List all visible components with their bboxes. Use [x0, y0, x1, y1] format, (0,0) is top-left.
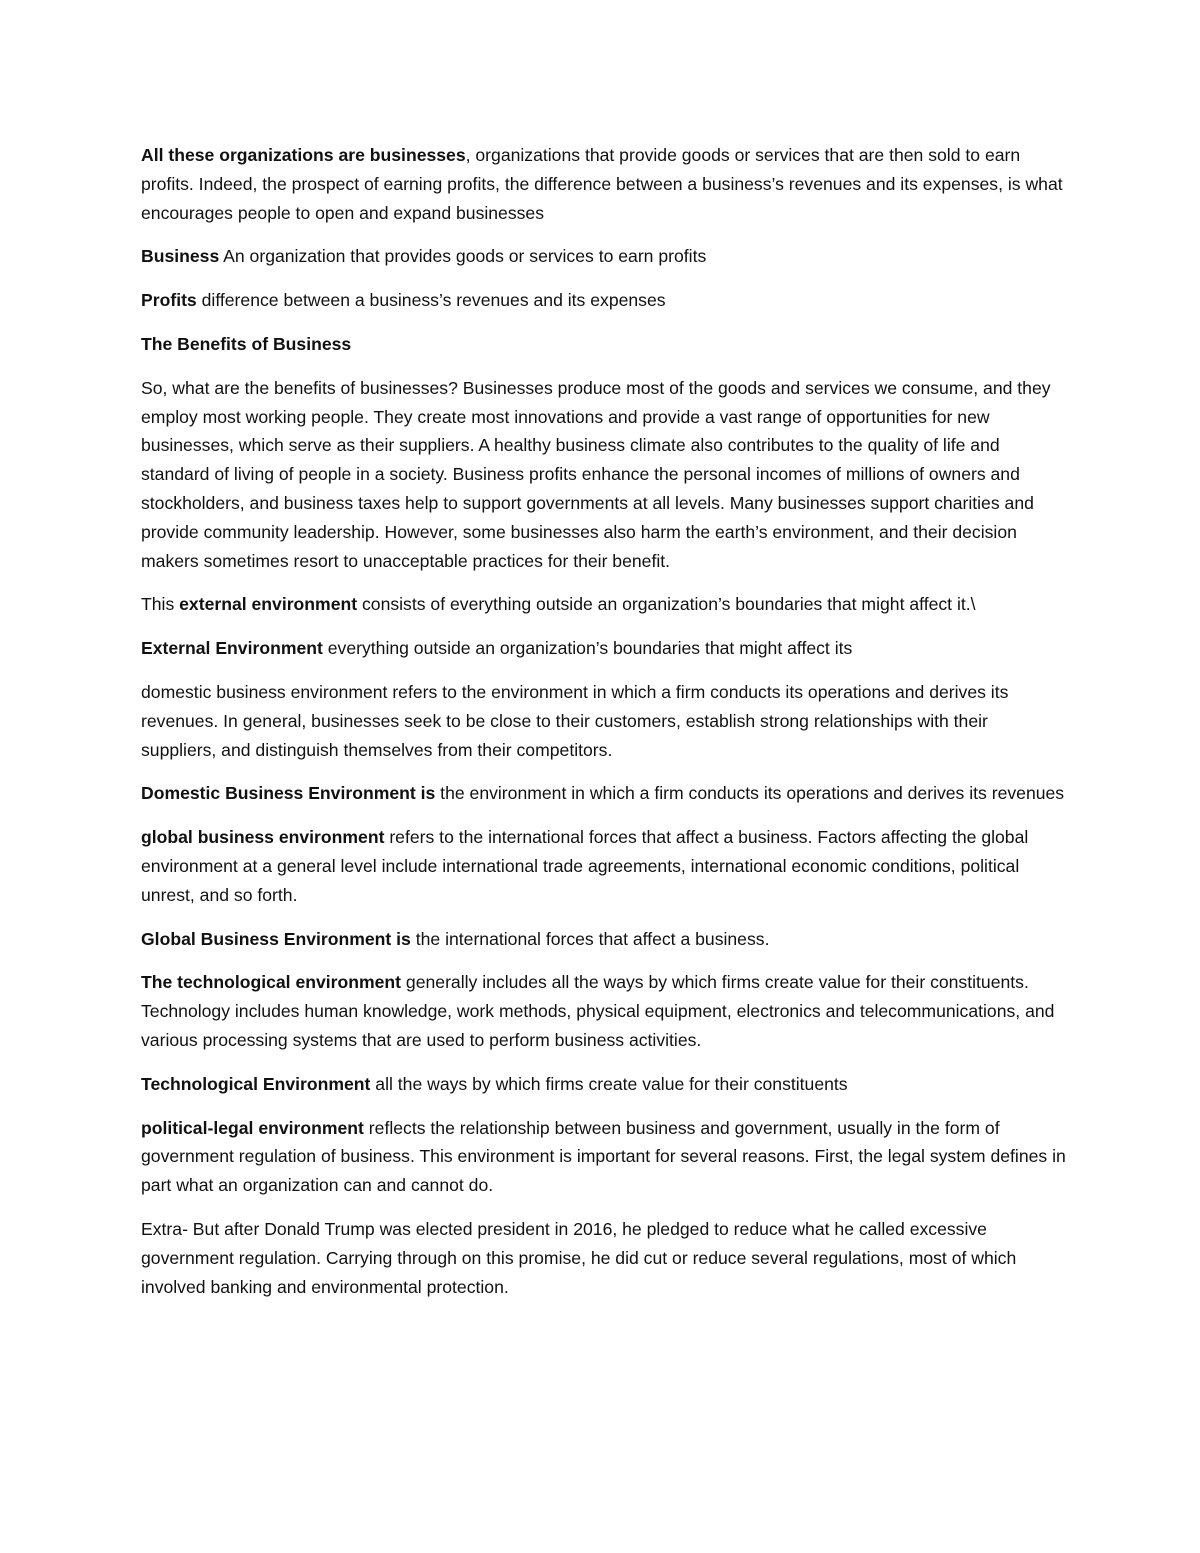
- paragraph-domestic-environment: domestic business environment refers to the environment in which a firm conducts its operations and derives its revenues. In general, businesses seek to be close to their customers, establish strong relationships with their suppliers, and distinguish themselves from their competitors.: [141, 681, 1009, 760]
- definition-profits: Profits difference between a business’s revenues and its expenses: [141, 290, 666, 311]
- paragraph-political-legal-environment: political-legal environment reflects the relationship between business and government, usually in the form of government regulation of business. This environment is important for several reasons. First, the legal system defines in part what an organization can and cannot do.: [141, 1117, 1066, 1196]
- paragraph-businesses: All these organizations are businesses, organizations that provide goods or services that are then sold to earn profits. Indeed, the prospect of earning profits, the difference between a business’s revenues and its expenses, is what encourages people to open and expand businesses: [141, 145, 1063, 223]
- section-heading-benefits: [141, 330, 1066, 359]
- definition-global-environment: Global Business Environment is the international forces that affect a business.: [141, 928, 770, 949]
- term-technological-environment-def: Technological Environment: [141, 1073, 371, 1094]
- paragraph-external-environment: This external environment consists of everything outside an organization’s boundaries that might affect it.\: [141, 594, 976, 615]
- term-global-environment: global business environment: [141, 827, 385, 848]
- term-domestic-environment: Domestic Business Environment is: [141, 783, 436, 804]
- definition-external-environment: External Environment everything outside an organization’s boundaries that might affect its: [141, 638, 853, 659]
- term-profits: Profits: [141, 290, 197, 311]
- term-external-environment-def: External Environment: [141, 638, 323, 659]
- heading-benefits-of-business: The Benefits of Business: [141, 333, 352, 354]
- paragraph-global-environment: global business environment refers to the international forces that affect a business. Factors affecting the global environment at a general level include international trade agreements, international economic conditions, political unrest, and so forth.: [141, 827, 1029, 905]
- term-businesses: All these organizations are businesses: [141, 145, 466, 165]
- paragraph-benefits: So, what are the benefits of businesses? Businesses produce most of the goods and services we consume, and they employ most working people. They create most innovations and provide a vast range of opportunities for new businesses, which serve as their suppliers. A healthy business climate also contributes to the quality of life and standard of living of people in a society. Business profits enhance the personal incomes of millions of owners and stockholders, and business taxes help to support governments at all levels. Many businesses support charities and provide community leadership. However, some businesses also harm the earth’s environment, and their decision makers sometimes resort to unacceptable practices for their benefit.: [141, 377, 1051, 571]
- definition-business: Business An organization that provides goods or services to earn profits: [141, 246, 707, 267]
- term-external-environment: external environment: [179, 594, 358, 615]
- definition-domestic-environment: Domestic Business Environment is the environment in which a firm conducts its operations and derives its revenues: [141, 783, 1065, 804]
- paragraph-technological-environment: The technological environment generally includes all the ways by which firms create value for their constituents. Technology includes human knowledge, work methods, physical equipment, electronics and telecommunications, and various processing systems that are used to perform business activities.: [141, 972, 1055, 1050]
- term-political-legal-environment: political-legal environment: [141, 1117, 364, 1138]
- document-body: [141, 141, 1066, 1316]
- term-global-environment-def: Global Business Environment is: [141, 928, 411, 949]
- definition-technological-environment: Technological Environment all the ways by which firms create value for their constituents: [141, 1073, 848, 1094]
- paragraph-extra-note: Extra- But after Donald Trump was elected president in 2016, he pledged to reduce what he called excessive government regulation. Carrying through on this promise, he did cut or reduce several regulations, most of which involved banking and environmental protection.: [141, 1218, 1017, 1297]
- term-business: Business: [141, 246, 220, 267]
- term-technological-environment: The technological environment: [141, 972, 402, 993]
